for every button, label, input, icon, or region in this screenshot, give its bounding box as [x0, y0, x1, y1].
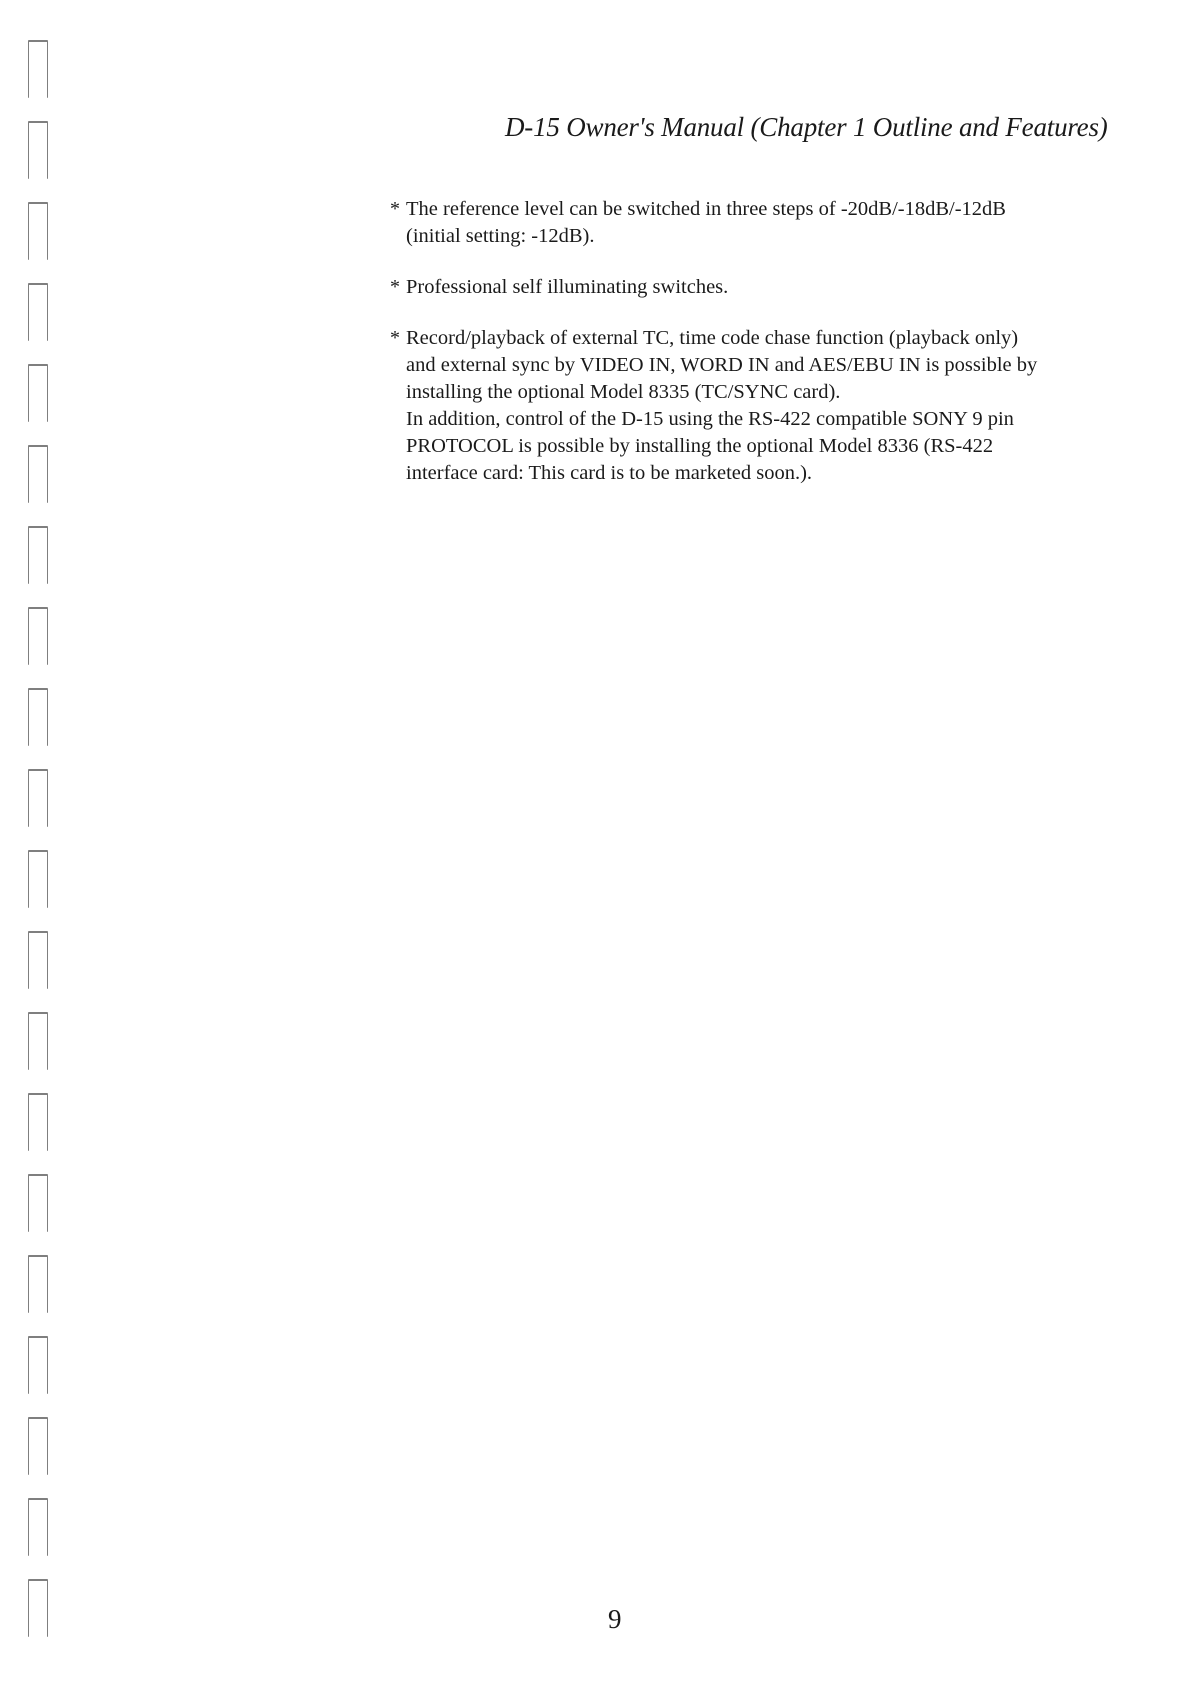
feature-item [390, 196, 1110, 250]
text-line: In addition, control of the D-15 using the RS-422 compatible SONY 9 pin [406, 408, 1014, 430]
binder-hole-icon [28, 283, 48, 341]
binder-hole-icon [28, 769, 48, 827]
feature-text [406, 274, 1110, 301]
binder-hole-icon [28, 607, 48, 665]
binder-hole-icon [28, 1498, 48, 1556]
feature-item [390, 274, 1110, 301]
binder-hole-icon [28, 1174, 48, 1232]
feature-text [406, 325, 1110, 487]
binder-hole-icon [28, 1417, 48, 1475]
text-line: (initial setting: -12dB). [406, 225, 595, 247]
text-line: installing the optional Model 8335 (TC/SYNC card). [406, 381, 841, 403]
binder-hole-icon [28, 1255, 48, 1313]
bullet-marker: * [390, 276, 400, 298]
binder-holes [28, 40, 50, 1660]
page-number: 9 [608, 1604, 622, 1634]
binder-hole-icon [28, 364, 48, 422]
feature-item [390, 325, 1110, 487]
bullet-marker: * [390, 327, 400, 349]
binder-hole-icon [28, 1012, 48, 1070]
binder-hole-icon [28, 526, 48, 584]
page-header-title: D-15 Owner's Manual (Chapter 1 Outline and Features) [505, 112, 1108, 142]
text-line: The reference level can be switched in three steps of -20dB/-18dB/-12dB [406, 198, 1006, 220]
text-line: Record/playback of external TC, time code chase function (playback only) [406, 327, 1019, 349]
text-line: interface card: This card is to be marketed soon.). [406, 462, 813, 484]
binder-hole-icon [28, 1093, 48, 1151]
binder-hole-icon [28, 931, 48, 989]
binder-hole-icon [28, 1579, 48, 1637]
bullet-marker: * [390, 198, 400, 220]
binder-hole-icon [28, 688, 48, 746]
binder-hole-icon [28, 1336, 48, 1394]
binder-hole-icon [28, 445, 48, 503]
feature-text [406, 196, 1110, 250]
binder-hole-icon [28, 202, 48, 260]
binder-hole-icon [28, 121, 48, 179]
text-line: and external sync by VIDEO IN, WORD IN and AES/EBU IN is possible by [406, 354, 1038, 376]
feature-list [390, 196, 1110, 511]
text-line: PROTOCOL is possible by installing the optional Model 8336 (RS-422 [406, 435, 994, 457]
text-line: Professional self illuminating switches. [406, 276, 729, 298]
binder-hole-icon [28, 850, 48, 908]
binder-hole-icon [28, 40, 48, 98]
